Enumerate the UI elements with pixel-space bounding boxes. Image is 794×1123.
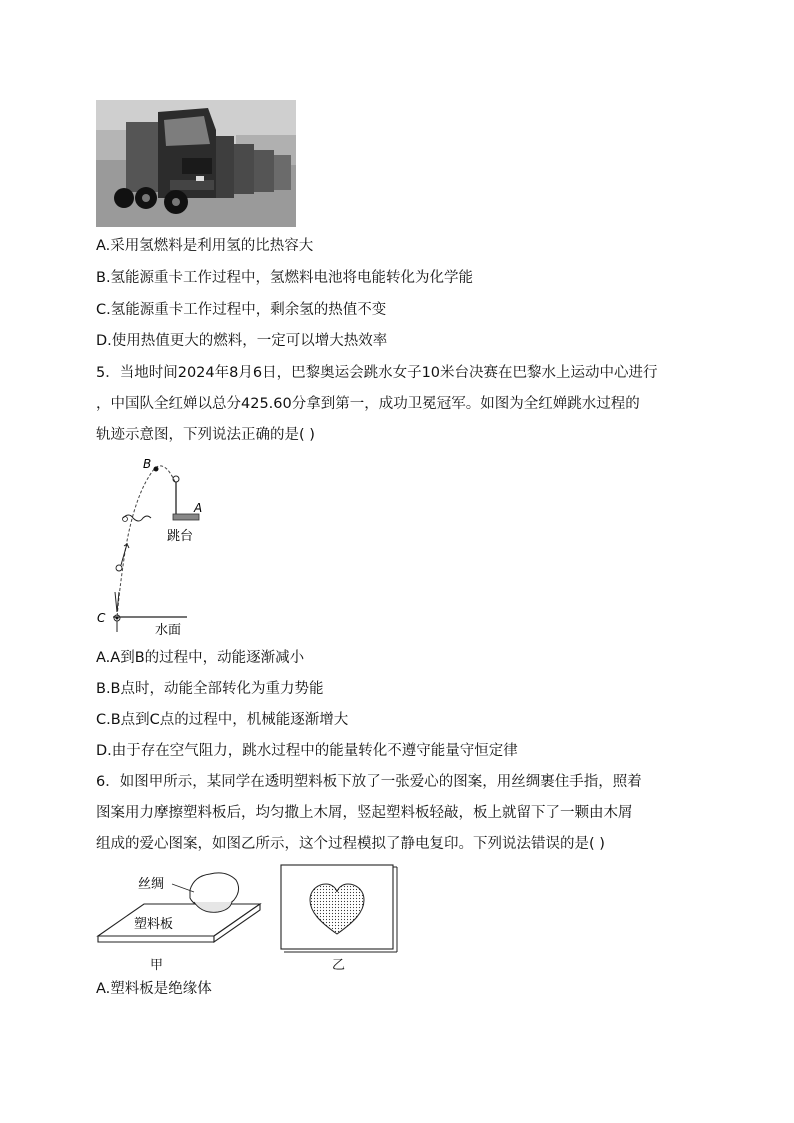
q4-option-d: D.使用热值更大的燃料，一定可以增大热效率 [96, 333, 388, 349]
plastic-board-top [98, 904, 260, 936]
diving-trajectory-figure [95, 452, 205, 642]
q4-option-c: C.氢能源重卡工作过程中，剩余氢的热值不变 [96, 302, 387, 318]
q5-stem-line3: 轨迹示意图，下列说法正确的是( ) [96, 427, 315, 443]
point-a-label: A [194, 501, 203, 515]
q4-option-a: A.采用氢燃料是利用氢的比热容大 [96, 238, 314, 254]
platform-label: 跳台 [167, 529, 194, 544]
caption-yi: 乙 [332, 958, 346, 973]
board-label: 塑料板 [134, 917, 174, 932]
q6-stem-line3: 组成的爱心图案，如图乙所示，这个过程模拟了静电复印。下列说法错误的是( ) [96, 836, 605, 852]
point-b-dot [154, 467, 159, 472]
q5-option-b: B.B点时，动能全部转化为重力势能 [96, 681, 324, 697]
silk-label: 丝绸 [138, 877, 165, 892]
water-label: 水面 [155, 623, 182, 638]
figure-yi [280, 864, 400, 954]
q6-stem-line2: 图案用力摩擦塑料板后，均匀撒上木屑，竖起塑料板轻敲，板上就留下了一颗由木屑 [96, 805, 633, 821]
point-c-label: C [97, 611, 106, 625]
q5-stem-line1: 5．当地时间2024年8月6日，巴黎奥运会跳水女子10米台决赛在巴黎水上运动中心进行 [96, 365, 658, 381]
figure-jia [94, 862, 264, 972]
hydrogen-truck-image [96, 100, 296, 227]
point-b-label: B [143, 457, 152, 471]
q4-option-b: B.氢能源重卡工作过程中，氢燃料电池将电能转化为化学能 [96, 270, 474, 286]
q6-option-a: A.塑料板是绝缘体 [96, 981, 212, 997]
q5-option-d: D.由于存在空气阻力，跳水过程中的能量转化不遵守能量守恒定律 [96, 743, 518, 759]
q5-option-c: C.B点到C点的过程中，机械能逐渐增大 [96, 712, 349, 728]
q5-stem-line2: ，中国队全红婵以总分425.60分拿到第一，成功卫冕冠军。如图为全红婵跳水过程的 [96, 396, 640, 412]
caption-jia: 甲 [150, 958, 164, 973]
truck-photo [96, 100, 296, 227]
q6-stem-line1: 6．如图甲所示，某同学在透明塑料板下放了一张爱心的图案，用丝绸裹住手指，照着 [96, 774, 642, 790]
q5-option-a: A.A到B的过程中，动能逐渐减小 [96, 650, 305, 666]
